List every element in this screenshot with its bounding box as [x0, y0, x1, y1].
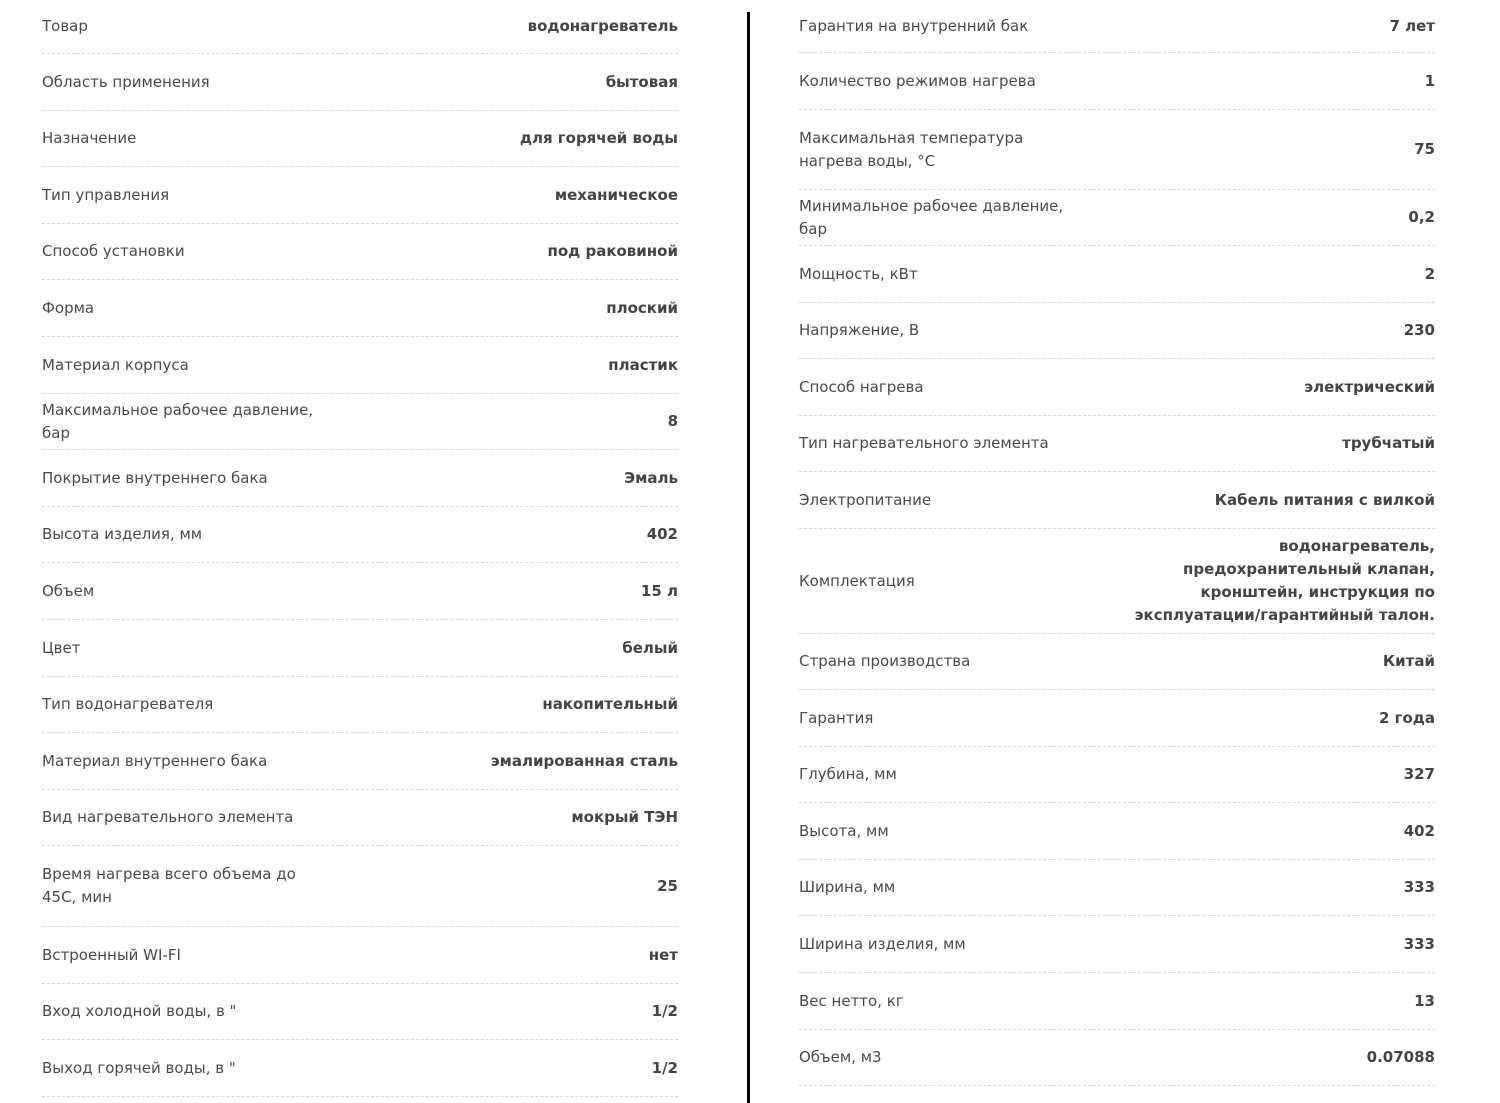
spec-value: накопительный: [542, 695, 678, 713]
spec-label: Комплектация: [799, 571, 915, 590]
spec-label: Цвет: [42, 638, 81, 657]
spec-row: [42, 1040, 678, 1097]
spec-row: [42, 790, 678, 846]
spec-label: Максимальное рабочее давление, бар: [42, 400, 314, 442]
spec-row: [42, 927, 678, 984]
spec-value: нет: [648, 945, 678, 964]
spec-row: [42, 0, 678, 54]
spec-row: [42, 733, 678, 790]
spec-label: Тип водонагревателя: [42, 695, 214, 713]
spec-value: Китай: [1382, 652, 1435, 670]
spec-label: Материал корпуса: [42, 355, 189, 374]
spec-row: [799, 916, 1435, 973]
spec-label: Встроенный WI-FI: [42, 945, 181, 964]
spec-row: [799, 359, 1435, 416]
spec-value: 230: [1403, 321, 1435, 339]
spec-label: Гарантия: [799, 708, 874, 727]
spec-row: [799, 690, 1435, 747]
spec-row: [799, 53, 1435, 110]
spec-label: Минимальное рабочее давление, бар: [799, 196, 1064, 238]
spec-value: водонагреватель: [527, 17, 678, 35]
spec-label: Мощность, кВт: [799, 264, 918, 283]
spec-row: [799, 472, 1435, 529]
spec-value: 25: [657, 876, 678, 895]
spec-value: 402: [646, 525, 678, 543]
spec-label: Тип нагревательного элемента: [799, 434, 1049, 452]
spec-value: электрический: [1304, 377, 1435, 396]
spec-label: Тип управления: [42, 185, 170, 204]
spec-value: 0.07088: [1366, 1048, 1435, 1066]
spec-row: [42, 984, 678, 1040]
spec-label: Количество режимов нагрева: [799, 71, 1036, 90]
spec-value: трубчатый: [1342, 434, 1435, 452]
spec-value: 333: [1403, 934, 1435, 953]
spec-label: Объем: [42, 581, 95, 600]
spec-row: [42, 563, 678, 620]
spec-row: [42, 507, 678, 563]
spec-value: 0,2: [1408, 208, 1435, 226]
spec-label: Способ установки: [42, 242, 185, 260]
spec-row: [799, 803, 1435, 860]
spec-label: Электропитание: [799, 490, 932, 509]
spec-value: 1/2: [651, 1002, 678, 1020]
spec-value: 2: [1424, 264, 1435, 283]
spec-label: Вход холодной воды, в ": [42, 1002, 237, 1020]
spec-row: [799, 190, 1435, 246]
spec-label: Материал внутреннего бака: [42, 751, 268, 770]
spec-row: [42, 167, 678, 224]
spec-row: [42, 450, 678, 507]
spec-value: для горячей воды: [519, 129, 678, 147]
spec-label: Высота, мм: [799, 821, 889, 840]
spec-label: Гарантия на внутренний бак: [799, 16, 1029, 35]
spec-row: [799, 0, 1435, 53]
spec-row: [799, 860, 1435, 916]
spec-value: 7 лет: [1389, 16, 1435, 35]
spec-row: [799, 246, 1435, 303]
spec-label: Страна производства: [799, 652, 971, 670]
spec-value: Эмаль: [624, 468, 678, 487]
spec-value: 2 года: [1378, 708, 1435, 727]
spec-row: [42, 677, 678, 733]
spec-value: пластик: [608, 355, 678, 374]
spec-row: [42, 224, 678, 280]
spec-row: [799, 1030, 1435, 1086]
spec-label: Ширина изделия, мм: [799, 934, 966, 953]
spec-value: водонагреватель, предохранительный клапан, кронштейн, инструкция по эксплуатации/гарантийный талон.: [1134, 537, 1435, 624]
spec-value: под раковиной: [547, 242, 678, 260]
spec-label: Вид нагревательного элемента: [42, 808, 294, 826]
spec-value: эмалированная сталь: [490, 751, 678, 770]
spec-label: Область применения: [42, 72, 210, 91]
spec-value: мокрый ТЭН: [571, 808, 678, 826]
spec-label: Выход горячей воды, в ": [42, 1058, 236, 1077]
spec-value: механическое: [554, 185, 678, 204]
spec-label: Товар: [42, 17, 88, 35]
spec-row: [799, 634, 1435, 690]
spec-value: 327: [1403, 765, 1435, 783]
spec-value: 402: [1403, 821, 1435, 840]
spec-label: Высота изделия, мм: [42, 525, 203, 543]
spec-label: Время нагрева всего объема до 45С, мин: [42, 865, 296, 906]
spec-label: Ширина, мм: [799, 878, 896, 896]
spec-value: Кабель питания с вилкой: [1214, 490, 1435, 509]
spec-value: 13: [1414, 991, 1435, 1010]
spec-row: [799, 110, 1435, 190]
spec-row: [42, 846, 678, 927]
spec-row: [799, 973, 1435, 1030]
spec-label: Способ нагрева: [799, 377, 924, 396]
spec-label: Форма: [42, 298, 95, 317]
spec-row: [42, 111, 678, 167]
spec-row: [799, 747, 1435, 803]
spec-value: 333: [1403, 878, 1435, 896]
spec-row: [42, 394, 678, 450]
column-divider: [747, 12, 750, 1103]
spec-value: 8: [667, 412, 678, 430]
spec-label: Максимальная температура нагрева воды, °С: [799, 128, 1024, 170]
spec-row: [42, 337, 678, 394]
spec-label: Напряжение, В: [799, 321, 920, 339]
spec-row: [42, 280, 678, 337]
spec-row: [799, 416, 1435, 472]
spec-value: 75: [1414, 140, 1435, 158]
spec-row: [42, 620, 678, 677]
spec-row: [799, 303, 1435, 359]
spec-value: плоский: [606, 298, 678, 317]
spec-label: Покрытие внутреннего бака: [42, 468, 268, 487]
spec-label: Объем, м3: [799, 1048, 882, 1066]
spec-label: Назначение: [42, 129, 137, 147]
spec-value: 1: [1424, 71, 1435, 90]
spec-label: Вес нетто, кг: [799, 991, 904, 1010]
spec-row: [42, 54, 678, 111]
spec-value: бытовая: [605, 72, 678, 91]
spec-value: белый: [622, 638, 678, 657]
spec-value: 1/2: [651, 1058, 678, 1077]
spec-row: [799, 529, 1435, 634]
spec-value: 15 л: [640, 581, 678, 600]
spec-label: Глубина, мм: [799, 765, 897, 783]
